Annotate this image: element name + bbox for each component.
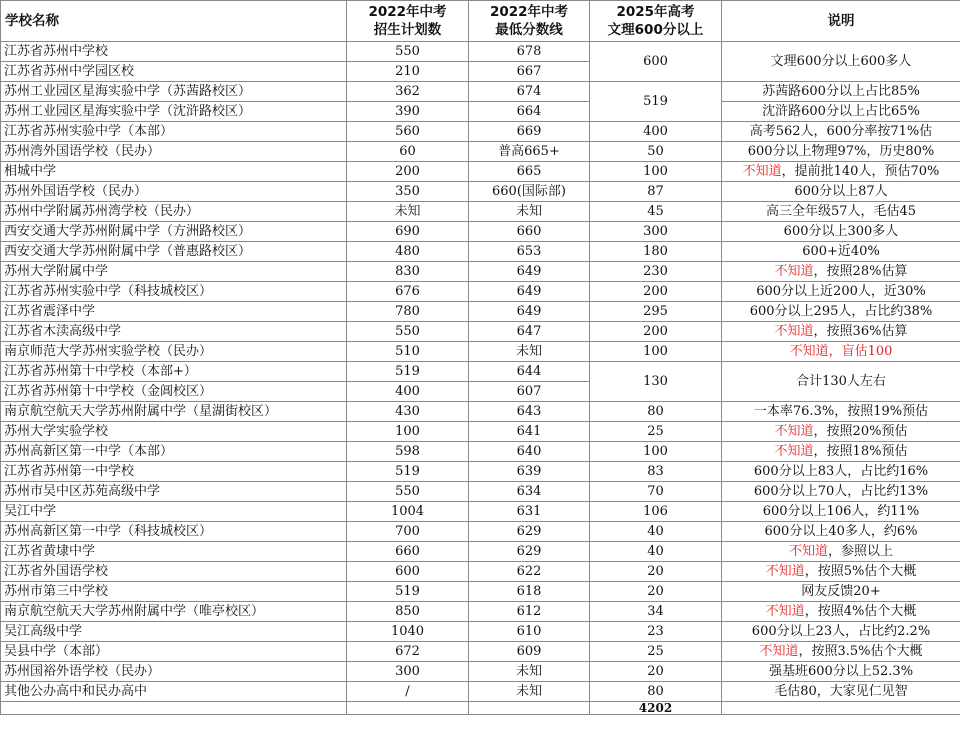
row-gaokao: 20 [590,562,722,582]
note-text: 600分以上87人 [794,184,888,199]
row-plan: / [347,682,469,702]
note-text: 600分以上106人，约11% [762,504,920,519]
table-row [1,402,960,422]
row-school-name: 苏州市吴中区苏苑高级中学 [1,482,347,502]
note-text: 一本率76.3%，按照19%预估 [753,404,929,419]
row-note [722,322,960,342]
table-row [1,222,960,242]
row-gaokao: 100 [590,342,722,362]
row-gaokao: 80 [590,682,722,702]
row-school-name: 江苏省苏州实验中学（科技城校区） [1,282,347,302]
row-score: 631 [469,502,590,522]
row-score: 610 [469,622,590,642]
row-plan: 510 [347,342,469,362]
row-school-name: 江苏省苏州实验中学（本部） [1,122,347,142]
row-score: 629 [469,522,590,542]
total-value: 4202 [590,702,722,715]
row-note [722,242,960,262]
row-plan: 780 [347,302,469,322]
row-plan: 300 [347,662,469,682]
row-note [722,602,960,622]
row-plan: 550 [347,482,469,502]
row-plan: 560 [347,122,469,142]
row-gaokao: 45 [590,202,722,222]
note-text: 600分以上295人，占比约38% [749,304,933,319]
table-row [1,162,960,182]
table-body [1,42,960,715]
table-row [1,502,960,522]
row-school-name: 江苏省苏州中学园区校 [1,62,347,82]
header-plan: 2022年中考 招生计划数 [347,1,469,42]
table-row [1,562,960,582]
row-score: 609 [469,642,590,662]
row-school-name: 苏州湾外国语学校（民办） [1,142,347,162]
row-score: 660 [469,222,590,242]
row-note [722,122,960,142]
table-row [1,542,960,562]
row-school-name: 相城中学 [1,162,347,182]
total-empty-2 [347,702,469,715]
note-warning: 不知道 [774,324,814,339]
total-empty-3 [469,702,590,715]
row-note [722,682,960,702]
table-row [1,202,960,222]
row-plan: 519 [347,362,469,382]
header-gaokao: 2025年高考 文理600分以上 [590,1,722,42]
row-plan: 400 [347,382,469,402]
row-school-name: 江苏省苏州第十中学校（本部+） [1,362,347,382]
row-note [722,422,960,442]
row-school-name: 南京师范大学苏州实验学校（民办） [1,342,347,362]
row-gaokao: 106 [590,502,722,522]
row-score: 674 [469,82,590,102]
row-gaokao: 80 [590,402,722,422]
table-row [1,122,960,142]
note-text: 600分以上70人，占比约13% [753,484,929,499]
note-warning: 不知道 [765,564,805,579]
table-row [1,262,960,282]
total-empty-1 [1,702,347,715]
row-school-name: 其他公办高中和民办高中 [1,682,347,702]
note-warning: 不知道 [759,644,799,659]
row-note [722,342,960,362]
table-row [1,582,960,602]
row-score: 618 [469,582,590,602]
note-text: ，按照36%估算 [813,324,908,339]
row-school-name: 江苏省黄埭中学 [1,542,347,562]
row-plan: 60 [347,142,469,162]
table-row [1,642,960,662]
row-score: 653 [469,242,590,262]
row-score: 641 [469,422,590,442]
row-school-name: 江苏省木渎高级中学 [1,322,347,342]
note-text: ，按照3.5%估个大概 [798,644,923,659]
row-score: 660(国际部) [469,182,590,202]
row-plan: 200 [347,162,469,182]
row-plan: 480 [347,242,469,262]
note-text: 600+近40% [802,244,880,259]
row-gaokao: 83 [590,462,722,482]
row-score: 644 [469,362,590,382]
row-gaokao: 20 [590,662,722,682]
row-gaokao: 87 [590,182,722,202]
row-plan: 672 [347,642,469,662]
table-row [1,242,960,262]
row-note [722,222,960,242]
row-school-name: 苏州大学附属中学 [1,262,347,282]
table-row [1,522,960,542]
row-school-name: 西安交通大学苏州附属中学（方洲路校区） [1,222,347,242]
row-gaokao: 200 [590,282,722,302]
row-gaokao: 200 [590,322,722,342]
note-warning: 不知道 [774,444,814,459]
row-school-name: 苏州工业园区星海实验中学（苏茜路校区） [1,82,347,102]
row-score: 678 [469,42,590,62]
row-school-name: 吴县中学（本部） [1,642,347,662]
table-row [1,362,960,382]
row-score: 649 [469,262,590,282]
row-school-name: 吴江高级中学 [1,622,347,642]
row-note [722,502,960,522]
row-gaokao: 400 [590,122,722,142]
table-row [1,482,960,502]
row-plan: 430 [347,402,469,422]
row-note [722,622,960,642]
row-plan: 350 [347,182,469,202]
row-score: 未知 [469,682,590,702]
table-row [1,42,960,62]
note-warning: 不知道 [774,264,814,279]
header-score: 2022年中考 最低分数线 [469,1,590,42]
row-school-name: 苏州工业园区星海实验中学（沈浒路校区） [1,102,347,122]
table-row [1,182,960,202]
row-score: 639 [469,462,590,482]
note-text: ，按照20%预估 [813,424,908,439]
note-text: ，按照18%预估 [813,444,908,459]
row-plan: 210 [347,62,469,82]
row-note [722,642,960,662]
row-plan: 600 [347,562,469,582]
note-text: 强基班600分以上52.3% [768,664,914,679]
row-gaokao: 180 [590,242,722,262]
row-score: 667 [469,62,590,82]
table-row [1,322,960,342]
merged-gaokao-group2: 519 [590,82,722,122]
row-school-name: 苏州外国语学校（民办） [1,182,347,202]
row-note [722,482,960,502]
note-text: 网友反馈20+ [801,584,881,599]
note-text: 高考562人，600分率按71%估 [749,124,933,139]
row-score: 669 [469,122,590,142]
row-note [722,142,960,162]
row-note [722,522,960,542]
table-row [1,342,960,362]
row-gaokao: 34 [590,602,722,622]
note-text: 600分以上40多人，约6% [764,524,918,539]
row-score: 649 [469,282,590,302]
row-gaokao: 50 [590,142,722,162]
total-row [1,702,960,715]
note-text: 600分以上23人，占比约2.2% [751,624,931,639]
row-plan: 100 [347,422,469,442]
row-school-name: 江苏省震泽中学 [1,302,347,322]
note-group2-b: 沈浒路600分以上占比65% [722,102,960,122]
table-row [1,282,960,302]
note-warning: 不知道 [742,164,782,179]
row-plan: 676 [347,282,469,302]
table-row [1,302,960,322]
row-score: 664 [469,102,590,122]
row-score: 普高665+ [469,142,590,162]
total-empty-4 [722,702,960,715]
row-plan: 362 [347,82,469,102]
table-row [1,82,960,102]
note-text: 600分以上近200人，近30% [756,284,926,299]
row-gaokao: 100 [590,442,722,462]
row-plan: 519 [347,582,469,602]
note-text: ，按照4%估个大概 [804,604,917,619]
row-school-name: 西安交通大学苏州附属中学（普惠路校区） [1,242,347,262]
row-score: 未知 [469,342,590,362]
note-text: 600分以上物理97%，历史80% [747,144,935,159]
row-score: 649 [469,302,590,322]
row-note [722,462,960,482]
table-row [1,142,960,162]
row-school-name: 苏州中学附属苏州湾学校（民办） [1,202,347,222]
row-note [722,302,960,322]
row-plan: 1040 [347,622,469,642]
note-text: ，参照以上 [828,544,894,559]
merged-note-group1: 文理600分以上600多人 [722,42,960,82]
row-school-name: 江苏省外国语学校 [1,562,347,582]
table-row [1,622,960,642]
note-text: ，提前批140人，预估70% [781,164,940,179]
row-score: 647 [469,322,590,342]
note-warning: 不知道 [788,544,828,559]
row-note [722,202,960,222]
row-school-name: 江苏省苏州第十中学校（金阊校区） [1,382,347,402]
row-score: 未知 [469,662,590,682]
row-note [722,162,960,182]
row-score: 629 [469,542,590,562]
row-note [722,442,960,462]
row-score: 607 [469,382,590,402]
row-note [722,182,960,202]
note-text: ，按照5%估个大概 [804,564,917,579]
row-gaokao: 295 [590,302,722,322]
row-score: 640 [469,442,590,462]
row-school-name: 苏州高新区第一中学（科技城校区） [1,522,347,542]
row-plan: 660 [347,542,469,562]
row-note [722,282,960,302]
row-gaokao: 300 [590,222,722,242]
merged-gaokao-group1: 600 [590,42,722,82]
note-warning: 不知道 [774,424,814,439]
row-score: 643 [469,402,590,422]
note-warning: 不知道，盲估100 [789,344,893,359]
row-note [722,562,960,582]
row-plan: 519 [347,462,469,482]
row-plan: 700 [347,522,469,542]
row-plan: 598 [347,442,469,462]
row-plan: 未知 [347,202,469,222]
row-plan: 550 [347,42,469,62]
note-text: 600分以上83人，占比约16% [753,464,929,479]
row-plan: 830 [347,262,469,282]
row-school-name: 江苏省苏州第一中学校 [1,462,347,482]
row-school-name: 江苏省苏州中学校 [1,42,347,62]
row-gaokao: 70 [590,482,722,502]
table-row [1,662,960,682]
merged-note-group3: 合计130人左右 [722,362,960,402]
header-note: 说明 [722,1,960,42]
row-note [722,262,960,282]
row-score: 665 [469,162,590,182]
note-group2-a: 苏茜路600分以上占比85% [722,82,960,102]
row-plan: 550 [347,322,469,342]
row-note [722,542,960,562]
table-row [1,602,960,622]
row-school-name: 南京航空航天大学苏州附属中学（星湖街校区） [1,402,347,422]
row-gaokao: 40 [590,542,722,562]
merged-gaokao-group3: 130 [590,362,722,402]
note-text: ，按照28%估算 [813,264,908,279]
row-score: 622 [469,562,590,582]
row-note [722,402,960,422]
row-gaokao: 230 [590,262,722,282]
row-gaokao: 25 [590,422,722,442]
table-row [1,442,960,462]
row-gaokao: 23 [590,622,722,642]
row-plan: 390 [347,102,469,122]
row-gaokao: 40 [590,522,722,542]
table-row [1,682,960,702]
row-gaokao: 25 [590,642,722,662]
header-row [1,1,960,42]
note-text: 600分以上300多人 [783,224,899,239]
header-school: 学校名称 [1,1,347,42]
row-plan: 690 [347,222,469,242]
row-gaokao: 100 [590,162,722,182]
table-row [1,102,960,122]
table-row [1,462,960,482]
row-note [722,662,960,682]
row-plan: 850 [347,602,469,622]
row-school-name: 苏州大学实验学校 [1,422,347,442]
table-row [1,422,960,442]
row-score: 612 [469,602,590,622]
note-text: 毛估80，大家见仁见智 [774,684,908,699]
row-note [722,582,960,602]
row-school-name: 苏州市第三中学校 [1,582,347,602]
row-score: 未知 [469,202,590,222]
note-warning: 不知道 [765,604,805,619]
row-school-name: 吴江中学 [1,502,347,522]
row-gaokao: 20 [590,582,722,602]
row-school-name: 苏州高新区第一中学（本部） [1,442,347,462]
row-school-name: 南京航空航天大学苏州附属中学（唯亭校区） [1,602,347,622]
note-text: 高三全年级57人，毛估45 [765,204,917,219]
row-school-name: 苏州国裕外语学校（民办） [1,662,347,682]
row-score: 634 [469,482,590,502]
row-plan: 1004 [347,502,469,522]
